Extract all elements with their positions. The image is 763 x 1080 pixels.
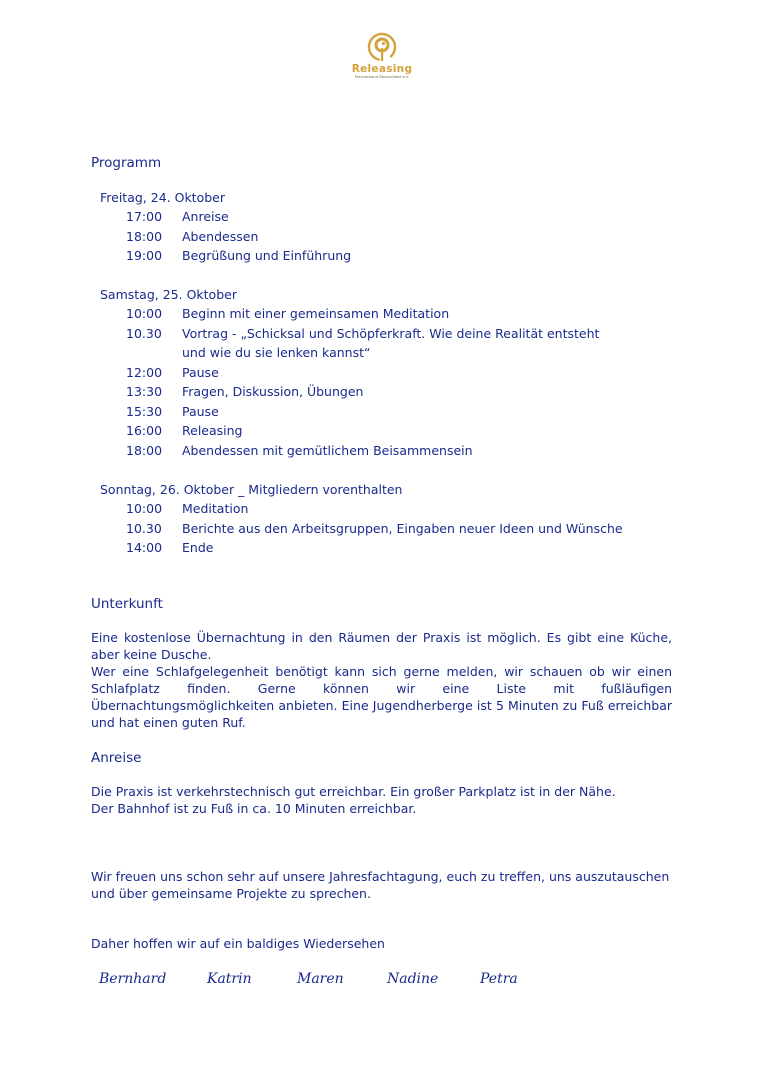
schedule-row (126, 501, 248, 516)
time: 19:00 (126, 248, 163, 263)
description: Fragen, Diskussion, Übungen (182, 384, 364, 399)
releasing-logo-icon (367, 32, 397, 62)
time: 10:00 (126, 306, 163, 321)
time: 13:30 (126, 384, 163, 399)
schedule-row (126, 365, 219, 380)
time: 10.30 (126, 521, 162, 536)
description: Abendessen mit gemütlichem Beisammensein (182, 443, 473, 458)
logo-tagline: Fachverband Deutschland e.V. (354, 75, 410, 79)
description: Pause (182, 365, 219, 380)
schedule-row (126, 423, 242, 438)
time: 15:30 (126, 404, 163, 419)
description: Meditation (182, 501, 249, 516)
signature: Bernhard (99, 971, 167, 987)
farewell-line: Daher hoffen wir auf ein baldiges Wiedersehen (91, 936, 385, 951)
time: 10:00 (126, 501, 163, 516)
signature: Petra (480, 971, 518, 987)
anreise-line-1: Die Praxis ist verkehrstechnisch gut erreichbar. Ein großer Parkplatz ist in der Nähe. (91, 784, 616, 799)
description: Ende (182, 540, 214, 555)
description: Releasing (182, 423, 243, 438)
time: 12:00 (126, 365, 163, 380)
day-label: Freitag, 24. Oktober (100, 190, 225, 205)
logo (349, 32, 415, 87)
unterkunft-paragraph-1: Eine kostenlose Übernachtung in den Räumen der Praxis ist möglich. Es gibt eine Küche, aber keine Dusche. (91, 630, 672, 662)
programm-heading: Programm (91, 155, 162, 171)
time: 17:00 (126, 209, 163, 224)
unterkunft-paragraph-2: Wer eine Schlafgelegenheit benötigt kann sich gerne melden, wir schauen ob wir einen Schlafplatz finden. Gerne können wir eine Liste mit fußläufigen Übernachtungsmöglichkeiten anbieten. Eine Jugendherberge ist 5 Minuten zu Fuß erreichbar und hat einen guten Ruf. (91, 664, 672, 730)
anreise-line-2: Der Bahnhof ist zu Fuß in ca. 10 Minuten erreichbar. (91, 801, 417, 816)
time: 18:00 (126, 443, 163, 458)
schedule-row (126, 404, 219, 419)
time: 10.30 (126, 326, 162, 341)
schedule-row (126, 209, 229, 224)
anreise-heading: Anreise (91, 750, 142, 766)
description-continued: und wie du sie lenken kannst“ (182, 345, 371, 360)
signature: Katrin (207, 971, 252, 987)
description: Berichte aus den Arbeitsgruppen, Eingaben neuer Ideen und Wünsche (182, 521, 623, 536)
day-label: Sonntag, 26. Oktober _ Mitgliedern vorenthalten (100, 482, 403, 497)
schedule-row (126, 521, 623, 536)
time: 14:00 (126, 540, 163, 555)
schedule-row (126, 306, 449, 321)
description: Beginn mit einer gemeinsamen Meditation (182, 306, 450, 321)
schedule-row (126, 443, 473, 458)
unterkunft-heading: Unterkunft (91, 596, 163, 612)
schedule-row (126, 326, 599, 341)
signature: Maren (297, 971, 344, 987)
schedule-row (126, 248, 351, 263)
schedule-row (126, 229, 258, 244)
closing-paragraph: Wir freuen uns schon sehr auf unsere Jahresfachtagung, euch zu treffen, uns auszutauschen und über gemeinsame Projekte zu sprechen. (91, 869, 670, 901)
description: Begrüßung und Einführung (182, 248, 352, 263)
description: Vortrag - „Schicksal und Schöpferkraft. Wie deine Realität entsteht (182, 326, 600, 341)
schedule-row (126, 540, 213, 555)
day-label: Samstag, 25. Oktober (100, 287, 237, 302)
logo-name: Releasing (351, 63, 413, 75)
description: Abendessen (182, 229, 259, 244)
time: 16:00 (126, 423, 163, 438)
schedule-row (126, 384, 363, 399)
signature: Nadine (387, 971, 439, 987)
description: Anreise (182, 209, 229, 224)
description: Pause (182, 404, 219, 419)
time: 18:00 (126, 229, 163, 244)
